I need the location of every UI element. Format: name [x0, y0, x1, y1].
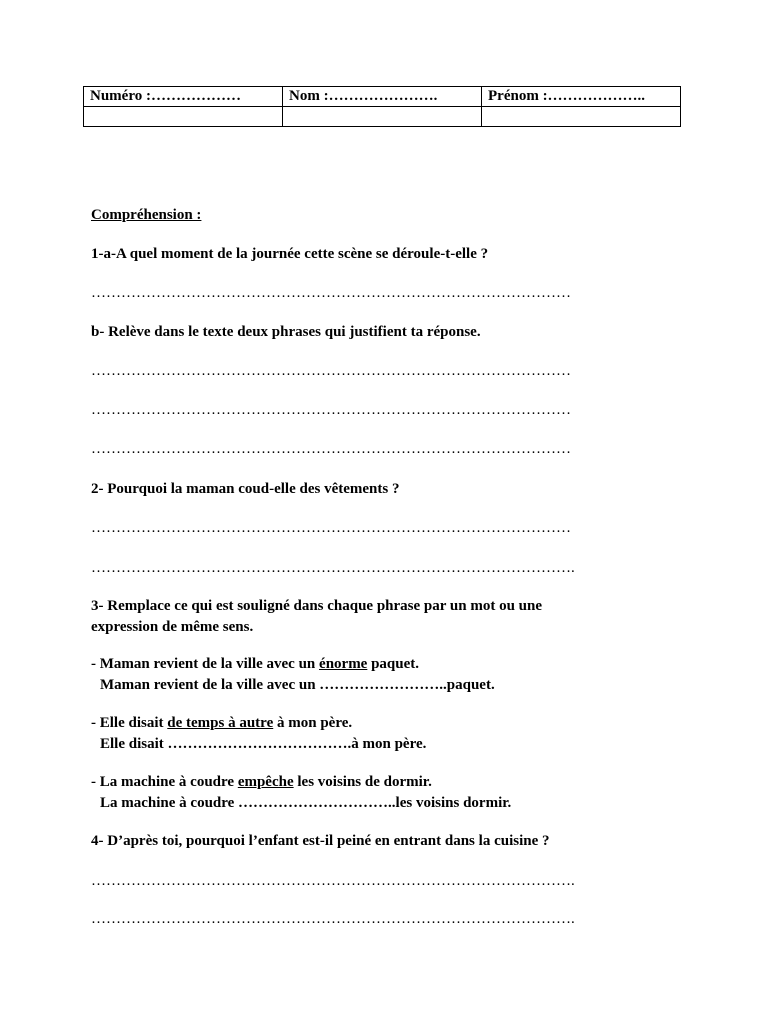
- question-3-line-2: expression de même sens.: [91, 619, 254, 635]
- answer-line-2-2: …………………………………………………………………………………….: [91, 560, 575, 576]
- answer-line-1b-2: ……………………………………………………………………………………: [91, 402, 571, 418]
- example-2-prefix: - Elle disait: [91, 715, 168, 731]
- prenom-blank-cell: [482, 107, 681, 127]
- prenom-field: Prénom :………………..: [482, 87, 681, 107]
- question-3-line-1: 3- Remplace ce qui est souligné dans chaque phrase par un mot ou une: [91, 598, 543, 614]
- example-3-sentence: [91, 773, 432, 792]
- example-1-suffix: paquet.: [367, 656, 420, 672]
- example-3-underlined-word: empêche: [237, 774, 294, 790]
- nom-blank-cell: [283, 107, 482, 127]
- example-3-answer: La machine à coudre …………………………..les voisins dormir.: [100, 795, 512, 811]
- question-1b: b- Relève dans le texte deux phrases qui justifient ta réponse.: [91, 324, 481, 340]
- answer-line-4-2: …………………………………………………………………………………….: [91, 911, 575, 927]
- question-4: 4- D’après toi, pourquoi l’enfant est-il peiné en entrant dans la cuisine ?: [91, 833, 550, 849]
- student-info-blank-row: [84, 107, 681, 127]
- example-1-prefix: - Maman revient de la ville avec un: [91, 656, 320, 672]
- answer-line-4-1: …………………………………………………………………………………….: [91, 873, 575, 889]
- example-3-suffix: les voisins de dormir.: [293, 774, 432, 790]
- question-2: 2- Pourquoi la maman coud-elle des vêtements ?: [91, 481, 400, 497]
- numero-field: Numéro :………………: [84, 87, 283, 107]
- example-2-answer: Elle disait ……………………………….à mon père.: [100, 736, 427, 752]
- numero-blank-cell: [84, 107, 283, 127]
- example-2-suffix: à mon père.: [273, 715, 353, 731]
- section-title: Compréhension :: [91, 207, 202, 223]
- example-2-sentence: [91, 714, 352, 733]
- question-1a: 1-a-A quel moment de la journée cette scène se déroule-t-elle ?: [91, 246, 489, 262]
- example-1-sentence: [91, 655, 419, 674]
- answer-line-1b-1: ……………………………………………………………………………………: [91, 363, 571, 379]
- example-1-answer: Maman revient de la ville avec un ……………………..paquet.: [100, 677, 495, 693]
- example-2-underlined-word: de temps à autre: [167, 715, 274, 731]
- answer-line-1b-3: ……………………………………………………………………………………: [91, 441, 571, 457]
- student-info-header-row: [84, 87, 681, 107]
- answer-line-2-1: ……………………………………………………………………………………: [91, 520, 571, 536]
- nom-field: Nom :………………….: [283, 87, 482, 107]
- answer-line-1a: ……………………………………………………………………………………: [91, 285, 571, 301]
- student-info-table: [83, 86, 681, 127]
- example-3-prefix: - La machine à coudre: [91, 774, 238, 790]
- example-1-underlined-word: énorme: [319, 656, 368, 672]
